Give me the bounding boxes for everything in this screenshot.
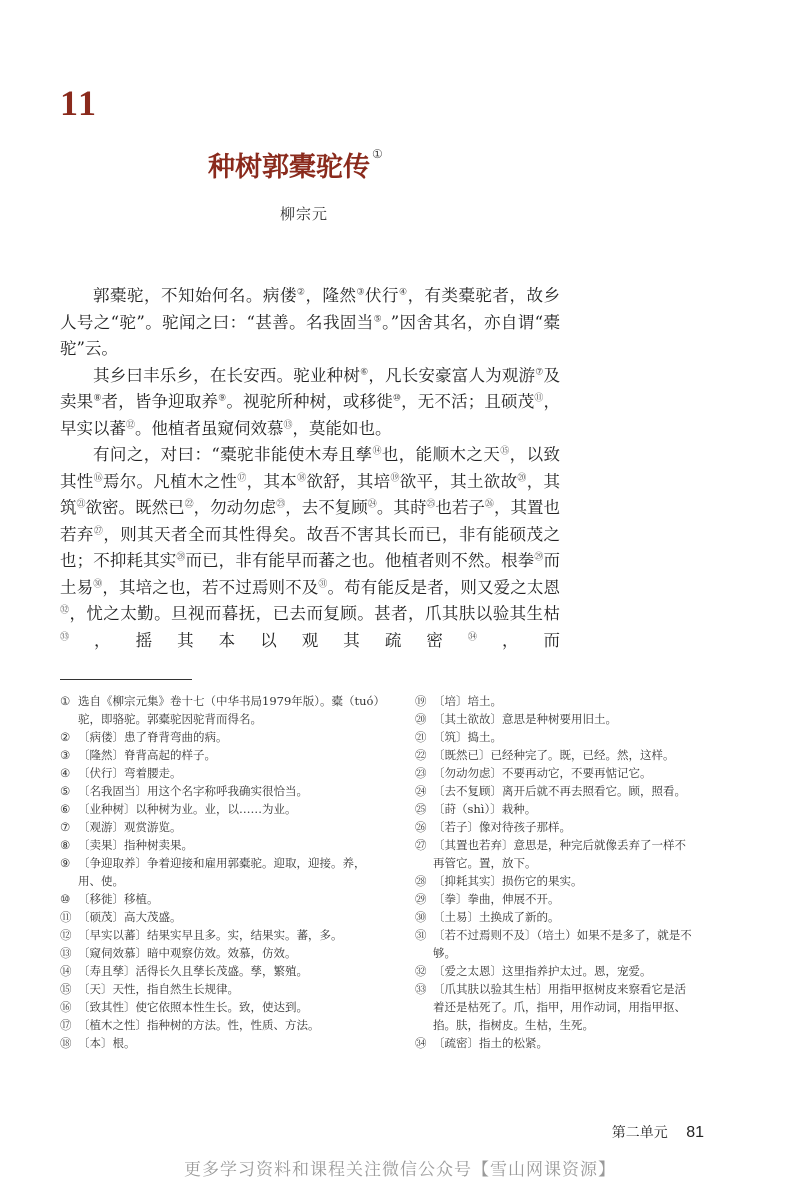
unit-label: 第二单元 [611,1125,668,1141]
footnote-number: ㉛ [415,928,427,942]
footnote-text: 〔名我固当〕用这个名字称呼我确实很恰当。 [78,784,308,798]
footnote-text: 〔爪其肤以验其生枯〕用指甲抠树皮来察看它是活着还是枯死了。爪，指甲，用作动词，用指甲抠、掐。肤，指树皮。生枯，生死。 [433,982,686,1032]
footnote [60,728,382,746]
footnote-text: 〔筑〕捣土。 [433,730,502,744]
author: 柳宗元 [280,205,329,223]
footnote-text: 〔土易〕土换成了新的。 [433,910,560,924]
footnote-number: ㉒ [415,748,427,762]
footnote [415,710,697,728]
footnote [415,980,697,1034]
footnote-number: ㉜ [415,964,427,978]
footnote [415,926,697,962]
footnote [415,692,697,710]
footnote [60,1016,382,1034]
footnote-text: 〔争迎取养〕争着迎接和雇用郭橐驼。迎取，迎接。养，用、使。 [78,856,366,888]
footnote-text: 〔早实以蕃〕结果实早且多。实，结果实。蕃，多。 [78,928,343,942]
footnote-number: ② [60,730,71,744]
footnote-number: ㉓ [415,766,427,780]
footnote [415,962,697,980]
footnote-text: 〔勿动勿虑〕不要再动它，不要再惦记它。 [433,766,652,780]
page-footer [612,1122,704,1142]
footnote [60,944,382,962]
footnote [60,692,382,728]
footnote-text: 〔隆然〕脊背高起的样子。 [78,748,216,762]
body-paragraph: 其乡曰丰乐乡，在长安西。驼业种树⑥，凡长安豪富人为观游⑦及卖果⑧者，皆争迎取养⑨。视驼所种树，或移徙⑩，无不活；且硕茂⑪，早实以蕃⑫。他植者虽窥伺效慕⑬，莫能如也。 [60,365,561,438]
body-paragraph: 郭橐驼，不知始何名。病偻②，隆然③伏行④，有类橐驼者，故乡人号之“驼”。驼闻之曰：“甚善。名我固当⑤。”因舍其名，亦自谓“橐驼”云。 [60,286,560,358]
footnote-text: 〔植木之性〕指种树的方法。性，性质、方法。 [78,1018,320,1032]
footnote-number: ④ [60,766,71,780]
footnote-text: 〔致其性〕使它依照本性生长。致，使达到。 [78,1000,308,1014]
footnote [60,782,382,800]
footnote-text: 〔培〕培土。 [433,694,502,708]
footnote-text: 〔爱之太恩〕这里指养护太过。恩，宠爱。 [433,964,652,978]
footnote-text: 〔去不复顾〕离开后就不再去照看它。顾，照看。 [433,784,686,798]
footnote-number: ⑦ [60,820,71,834]
footnote [415,890,697,908]
footnote-number: ⑯ [60,1000,72,1014]
footnote [60,926,382,944]
footnote [415,836,697,872]
main-text [60,283,560,654]
watermark: 更多学习资料和课程关注微信公众号【雪山网课资源】 [184,1160,616,1180]
footnote [415,908,697,926]
footnote-text: 〔既然已〕已经种完了。既，已经。然，这样。 [433,748,675,762]
footnote-text: 〔若子〕像对待孩子那样。 [433,820,571,834]
footnote [60,764,382,782]
page-number: 81 [686,1124,704,1141]
footnote-number: ① [60,694,71,708]
footnote-text: 〔其土欲故〕意思是种树要用旧土。 [433,712,617,726]
footnote [60,1034,382,1052]
footnote-number: ㉙ [415,892,427,906]
footnote [60,800,382,818]
footnote [60,746,382,764]
footnote-text: 〔拳〕拳曲，伸展不开。 [433,892,560,906]
footnote-number: ⑫ [60,928,72,942]
footnote [60,962,382,980]
footnote-text: 〔本〕根。 [78,1036,136,1050]
title-note-ref: ① [372,147,383,161]
footnote-number: ⑰ [60,1018,72,1032]
title-text: 种树郭橐驼传 [208,152,370,183]
footnote-number: ㉞ [415,1036,427,1050]
footnote [60,980,382,998]
page-title [208,145,381,184]
footnotes-right-column [415,692,697,1052]
footnote-number: ㉑ [415,730,427,744]
footnote-text: 〔卖果〕指种树卖果。 [78,838,193,852]
footnote [415,1034,697,1052]
footnote-text: 〔硕茂〕高大茂盛。 [78,910,182,924]
footnote-number: ⑱ [60,1036,72,1050]
footnote-text: 〔若不过焉则不及〕（培土）如果不是多了，就是不够。 [433,928,692,960]
footnote-number: ⑤ [60,784,71,798]
footnote-number: ㉔ [415,784,427,798]
footnote-text: 〔天〕天性，指自然生长规律。 [78,982,239,996]
footnote-number: ③ [60,748,71,762]
footnote-text: 〔窥伺效慕〕暗中观察仿效。效慕，仿效。 [78,946,297,960]
footnote-text: 〔莳（shì）〕栽种。 [433,802,537,816]
footnote-text: 〔伏行〕弯着腰走。 [78,766,182,780]
footnote-number: ⑥ [60,802,71,816]
footnote-text: 〔其置也若弃〕意思是，种完后就像丢弃了一样不再管它。置，放下。 [433,838,686,870]
footnote-number: ㉕ [415,802,427,816]
footnote-text: 选自《柳宗元集》卷十七（中华书局1979年版）。橐（tuó）驼，即骆驼。郭橐驼因驼背而得名。 [78,694,380,726]
footnote-divider [60,679,192,680]
footnote-number: ⑭ [60,964,72,978]
footnote-number: ㉝ [415,982,427,996]
footnote-text: 〔观游〕观赏游览。 [78,820,182,834]
footnote-number: ⑲ [415,694,427,708]
footnote [415,782,697,800]
footnote-number: ㉘ [415,874,427,888]
footnote [60,818,382,836]
footnote-number: ⑪ [60,910,72,924]
footnote [60,854,382,890]
footnote [60,836,382,854]
footnote [415,746,697,764]
footnote-number: ㉗ [415,838,427,852]
footnote-number: ⑩ [60,892,71,906]
footnote [415,764,697,782]
footnote-number: ⑳ [415,712,427,726]
footnote [415,818,697,836]
body-paragraph: 有问之，对曰：“橐驼非能使木寿且孳⑭也，能顺木之天⑮，以致其性⑯焉尔。凡植木之性⑰，其本⑱欲舒，其培⑲欲平，其土欲故⑳，其筑$^㉑$欲密。既然已$^㉒$，勿动勿虑$^㉓$，去不复顾$^㉔$。其莳$^㉕$也若子$^㉖$，其置也若弃$^㉗$，则其天者全而其性得矣。故吾不害其长而已，非有能硕茂之也；不抑耗其实$^㉘$而已，非有能早而蕃之也。他植者则不然。根拳$^㉙$而土易$^㉚$，其培之也，若不过焉则不及$^㉛$。苟有能反是者，则又爱之太恩$^㉜$，忧之太勤。旦视而暮抚，已去而复顾。甚者，爪其肤以验其生枯$^㉝$，摇其本以观其疏密$^㉞$，而 [60,445,561,650]
footnote [415,872,697,890]
footnote [415,728,697,746]
footnote-text: 〔疏密〕指土的松紧。 [433,1036,548,1050]
footnote-number: ㉚ [415,910,427,924]
footnotes-left-column [60,692,382,1052]
footnote-number: ⑨ [60,856,71,870]
footnote-text: 〔抑耗其实〕损伤它的果实。 [433,874,583,888]
footnote-text: 〔寿且孳〕活得长久且孳长茂盛。孳，繁殖。 [78,964,308,978]
footnote-number: ⑮ [60,982,72,996]
lesson-number: 11 [60,83,99,123]
footnote-text: 〔移徙〕移植。 [78,892,159,906]
footnote [415,800,697,818]
footnote [60,890,382,908]
footnote-number: ⑧ [60,838,71,852]
footnote [60,908,382,926]
footnote [60,998,382,1016]
footnote-number: ㉖ [415,820,427,834]
footnote-number: ⑬ [60,946,72,960]
footnote-text: 〔病偻〕患了脊背弯曲的病。 [78,730,228,744]
footnote-text: 〔业种树〕以种树为业。业，以……为业。 [78,802,297,816]
